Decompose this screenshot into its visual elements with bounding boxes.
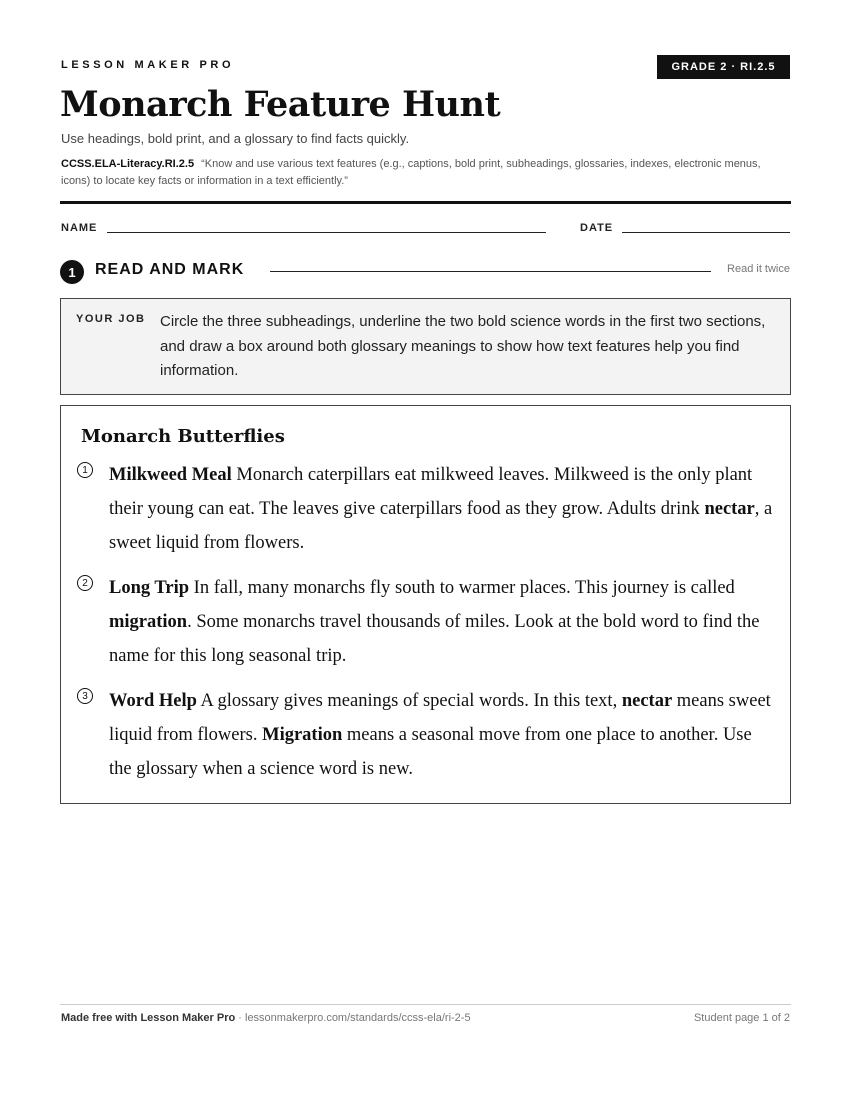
date-field[interactable] [622, 232, 790, 233]
job-instructions: Circle the three subheadings, underline the two bold science words in the first two sections, and draw a box around both glossary meanings to show how text features help you find information. [160, 313, 766, 379]
bold-term: nectar [621, 691, 673, 711]
footer-credit [61, 1012, 471, 1024]
name-label: NAME [61, 222, 98, 234]
passage-box [60, 405, 791, 804]
job-box [60, 298, 791, 395]
bold-term: migration [109, 611, 188, 632]
paragraph-text: Monarch caterpillars eat milkweed leaves. Milkweed is the only plant their young can eat. The leaves give caterpillars food as they grow. Adults drink [109, 465, 753, 519]
brand-name: LESSON MAKER PRO [61, 59, 235, 71]
bold-term: Migration [262, 724, 343, 745]
standard-text: “Know and use various text features (e.g., captions, bold print, subheadings, glossaries, indexes, electronic menus, icons) to locate key facts or information in a text efficiently.” [61, 158, 761, 187]
passage-paragraph-1 [109, 459, 773, 560]
header-divider [60, 201, 791, 204]
paragraph-text: means a seasonal move from one place to another. Use the glossary when a science word is new. [109, 724, 752, 779]
paragraph-number-3: 3 [77, 688, 93, 704]
section-hint: Read it twice [727, 263, 790, 275]
passage-paragraph-3 [109, 685, 773, 786]
date-label: DATE [580, 222, 614, 234]
paragraph-text: A glossary gives meanings of special words. In this text, [196, 691, 622, 711]
paragraph-number-1: 1 [77, 462, 93, 478]
paragraph-text: . Some monarchs travel thousands of miles. Look at the bold word to find the name for this long seasonal trip. [109, 611, 760, 666]
section-number-badge: 1 [60, 260, 84, 284]
section-title: READ AND MARK [95, 261, 245, 278]
footer-divider [60, 1004, 791, 1005]
page-subtitle: Use headings, bold print, and a glossary to find facts quickly. [61, 131, 410, 146]
passage-paragraph-2 [109, 572, 773, 673]
name-field[interactable] [107, 232, 546, 233]
paragraph-number-2: 2 [77, 575, 93, 591]
job-label: YOUR JOB [76, 313, 146, 325]
page-title: Monarch Feature Hunt [60, 84, 501, 125]
bold-term: Milkweed Meal [109, 465, 232, 485]
paragraph-text: means sweet liquid from flowers. [109, 691, 771, 745]
section-divider [270, 271, 711, 272]
grade-badge: GRADE 2 · RI.2.5 [657, 55, 790, 79]
footer-url[interactable]: lessonmakerpro.com/standards/ccss-ela/ri-2-5 [245, 1012, 471, 1024]
standard-statement [61, 156, 791, 190]
bold-term: nectar [704, 498, 755, 519]
footer-page-number: Student page 1 of 2 [693, 1012, 790, 1024]
standard-code: CCSS.ELA-Literacy.RI.2.5 [61, 158, 195, 170]
paragraph-text: In fall, many monarchs fly south to warmer places. This journey is called [189, 578, 735, 598]
passage-title: Monarch Butterflies [81, 426, 285, 447]
bold-term: Long Trip [109, 578, 190, 598]
footer-separator: · [235, 1012, 245, 1024]
paragraph-text: , a sweet liquid from flowers. [109, 498, 773, 553]
footer-made-with: Made free with Lesson Maker Pro [61, 1012, 236, 1024]
bold-term: Word Help [109, 691, 197, 711]
